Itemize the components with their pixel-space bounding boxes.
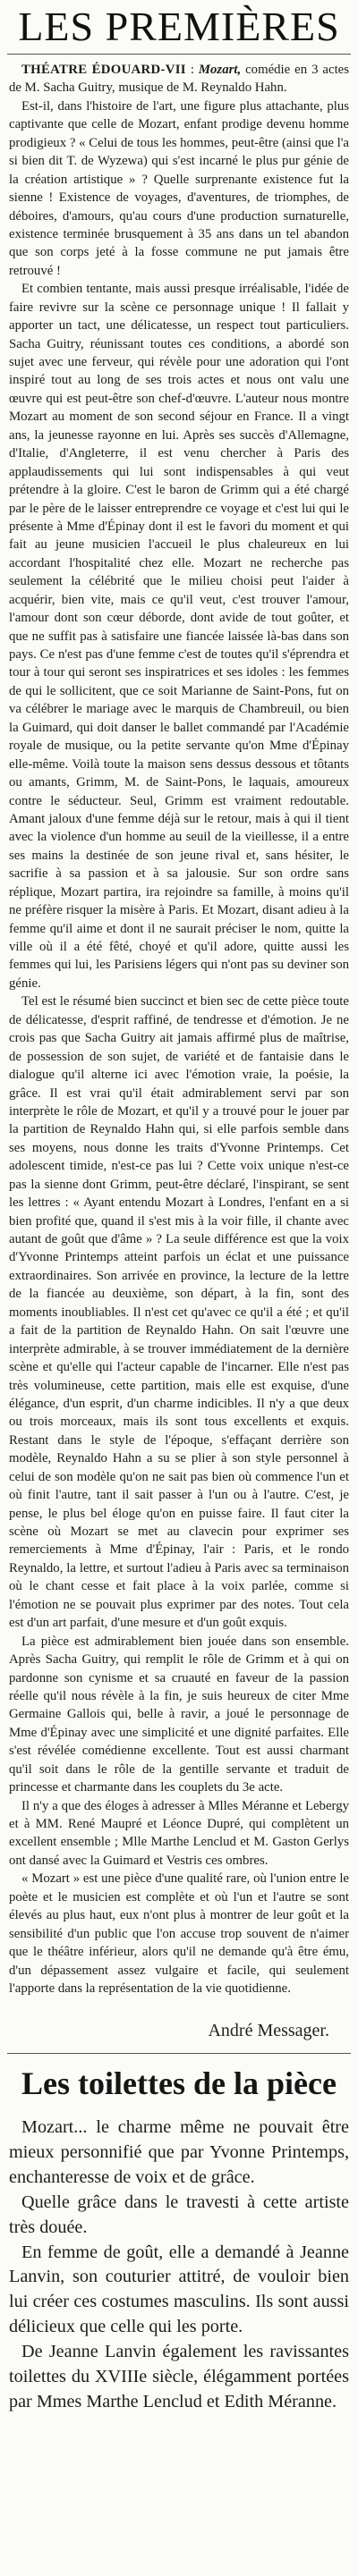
headline-separator: :: [190, 63, 199, 77]
fashion-paragraph: En femme de goût, elle a demandé à Jeanne Lanvin, son couturier attitré, de vouloir bien lui créer ces costumes masculins. Ils sont aussi délicieux que celle qui les porte.: [9, 2242, 349, 2337]
review-paragraph: Et combien tentante, mais aussi presque irréalisable, l'idée de faire revivre sur la scène ce personnage unique ! Il fallait y apporter un tact, une délicatesse, un respect tout particuliers. Sacha Guitry, réunissant toutes ces conditions, a abordé son sujet avec une ferveur, qui révèle pour une adoration qui l'ont inspiré tout au long de ses trois actes et nous ont valu une œuvre qui est peut-être son chef-d'œuvre. L'auteur nous montre Mozart au moment de son second séjour en France. Il a vingt ans, la jeunesse rayonne en lui. Après ses succès d'Allemagne, d'Italie, d'Angleterre, il est venu chercher à Paris des applaudissements qui lui sont indispensables à qui veut prétendre à la gloire. C'est le baron de Grimm qui a été chargé par le père de le laisser entreprendre ce voyage et c'est lui qui le présente à Mme d'Épinay dont il est le favori du moment et qui fait au jeune musicien l'accueil le plus chaleureux en lui accordant l'hospitalité chez elle. Mozart ne recherche pas seulement la célébrité que le milieu choisi peut l'aider à acquérir, bien vite, mais ce qu'il veut, c'est trouver l'amour, l'amour dont son cœur déborde, dont avide de tout goûter, et que ne suffit pas à satisfaire une fiancée laissée là-bas dans son pays. Ce n'est pas d'une femme c'est de toutes qu'il s'éprendra et tour à tour qui seront ses inspiratrices et ses idoles : les femmes de qui le sollicitent, que ce soit Marianne de Saint-Pons, fut on va célébrer le mariage avec le marquis de Chambreuil, ou bien la Guimard, qui doit danser le ballet commandé par l'Académie royale de musique, ou la petite servante qu'on Mme d'Épinay elle-même. Voilà toute la maison sens dessus dessous et tôtants ou amants, Grimm, M. de Saint-Pons, le laquais, amoureux contre le séducteur. Seul, Grimm est vraiment redoutable. Amant jaloux d'une femme déjà sur le retour, mais à qui il tient avec la violence d'un homme au seuil de la vieillesse, il a entre ses mains la destinée de son jeune rival et, sans hésiter, le sacrifie à sa passion et à sa jalousie. Sur son ordre sans réplique, Mozart partira, ira rejoindre sa famille, à moins qu'il ne préfère risquer la misère à Paris. Et Mozart, disant adieu à la femme qu'il aime et dont il ne saurait préciser le nom, quitte la ville où il a été fêté, choyé et qu'il adore, quitte aussi les femmes qui lui, les Parisiens légers qui n'ont pas su deviner son génie.: [9, 282, 349, 991]
fashion-paragraph: Mozart... le charme même ne pouvait être mieux personnifié que par Yvonne Printemps, enchanteresse de voix et de grâce.: [9, 2117, 349, 2187]
review-paragraph: La pièce est admirablement bien jouée dans son ensemble. Après Sacha Guitry, qui remplit le rôle de Grimm et à qui on pardonne son cynisme et sa cruauté en faveur de la passion réelle qu'il nous révèle à la fin, je suis heureux de citer Mme Germaine Gallois qui, belle à ravir, a joué le personnage de Mme d'Épinay avec une simplicité et une dignité parfaites. Elle s'est révélée comédienne excellente. Tout est aussi charmant qu'il soit dans le rôle de la gentille servante et traduit de princesse et charmante dans les couplets du 3e acte.: [9, 1634, 349, 1795]
fashion-article: [9, 2116, 349, 2415]
play-title: Mozart,: [198, 63, 242, 77]
review-article: [9, 61, 349, 1997]
masthead-title: LES PREMIÈRES: [18, 4, 340, 49]
section-title: Les toilettes de la pièce: [21, 2065, 337, 2101]
fashion-paragraph: Quelle grâce dans le travesti à cette artiste très douée.: [9, 2192, 349, 2237]
review-paragraph: Tel est le résumé bien succinct et bien sec de cette pièce toute de délicatesse, d'esprit raffiné, de tendresse et d'émotion. Je ne crois pas que Sacha Guitry ait jamais affirmé plus de maîtrise, de possession de son sujet, de variété et de fantaisie dans le dialogue qu'il alterne ici avec l'émotion vraie, la poésie, la grâce. Il est vrai qu'il était admirablement servi par son interprète le rôle de Mozart, et qu'il y a trouvé pour le jouer par la partition de Reynaldo Hahn qui, si elle parfois semble dans ses moyens, nous donne les traits d'Yvonne Printemps. Cet adolescent timide, n'est-ce pas lui ? Cette voix unique n'est-ce pas la sienne dont Grimm, peut-être déclaré, l'inspirant, se sent les lettres : « Ayant entendu Mozart à Londres, l'enfant en a si bien profité que, quand il s'est mis à la voir fille, il chante avec autant de goût que d'âme » ? La seule différence est que la voix d'Yvonne Printemps atteint parfois un éclat et une puissance extraordinaires. Son arrivée en province, la lecture de la lettre de la fiancée au deuxième, son départ, à la fin, sont des moments inoubliables. Il n'est cet qu'avec ce qu'il a été ; et qu'il a fait de la partition de Reynaldo Hahn. On sait l'œuvre une interprète admirable, à se trouver immédiatement de la dernière scène et qu'elle qui l'acteur capable de l'incarner. Elle n'est pas très volumineuse, cette partition, mais elle est exquise, d'une élégance, d'un esprit, d'un charme indicibles. Il n'y a que deux ou trois morceaux, mais ils sont tous excellents et exquis. Restant dans le style de l'époque, s'effaçant derrière son modèle, Reynaldo Hahn a su se plier à son style personnel à celui de son modèle qu'on ne sait pas bien où commence l'un et où finit l'autre, tant il sait passer à l'un ou à l'autre. C'est, je pense, le plus bel éloge qu'on en puisse faire. Il faut citer la scène où Mozart se met au clavecin pour exprimer ses remerciements à Mme d'Épinay, l'air : Paris, et le rondo Reynaldo, la lettre, et surtout l'adieu à Paris avec sa terminaison où le chant cesse et fait place à la voix parlée, comme si l'émotion ne se pouvait plus exprimer par des notes. Tout cela est d'un art parfait, d'une mesure et d'un goût exquis.: [9, 994, 349, 1631]
fashion-paragraph: De Jeanne Lanvin également les ravissantes toilettes du XVIIIe siècle, élégamment portées par Mmes Marthe Lenclud et Edith Méranne.: [9, 2342, 349, 2411]
divider: [7, 54, 351, 55]
theatre-name: THÉATRE ÉDOUARD-VII: [21, 63, 186, 77]
play-credits: comédie en 3 actes de M. Sacha Guitry, musique de M. Reynaldo Hahn.: [9, 63, 350, 96]
review-paragraph: « Mozart » est une pièce d'une qualité rare, où l'union entre le poète et le musicien est complète et où l'un et l'autre se sont élevés au plus haut, eux n'ont plus à montrer de leur goût et la sensibilité d'un public que l'on accuse trop souvent de n'aimer que le théâtre inférieur, alors qu'il ne demande qu'à être ému, d'un dépassement assez vulgaire et facile, qui seulement l'apporte dans la représentation de la vie quotidienne.: [9, 1871, 349, 1996]
review-paragraph: Il n'y a que des éloges à adresser à Mlles Méranne et Lebergy et à MM. René Maupré et Léonce Dupré, qui complètent un excellent ensemble ; Mlle Marthe Lenclud et M. Gaston Gerlys ont dansé avec la Guimard et Vestris ces ombres.: [9, 1798, 349, 1868]
review-headline: [9, 61, 349, 97]
review-paragraph: Est-il, dans l'histoire de l'art, une figure plus attachante, plus captivante que celle de Mozart, enfant prodige devenu homme prodigieux ? « Celui de tous les hommes, peut-être (ainsi que l'a si bien dit T. de Wyzewa) qui s'est incarné le plus pur génie de la création artistique » ? Quelle surprenante existence fut la sienne ! Existence de voyages, d'aventures, de triomphes, de déboires, d'amours, qu'au cours d'une production surnaturelle, existence terminée brusquement à 35 ans dans un tel abandon que son corps jeté à la fosse commune ne put jamais être retrouvé !: [9, 98, 349, 278]
author-signature: André Messager.: [208, 2021, 329, 2040]
divider: [7, 2053, 351, 2054]
